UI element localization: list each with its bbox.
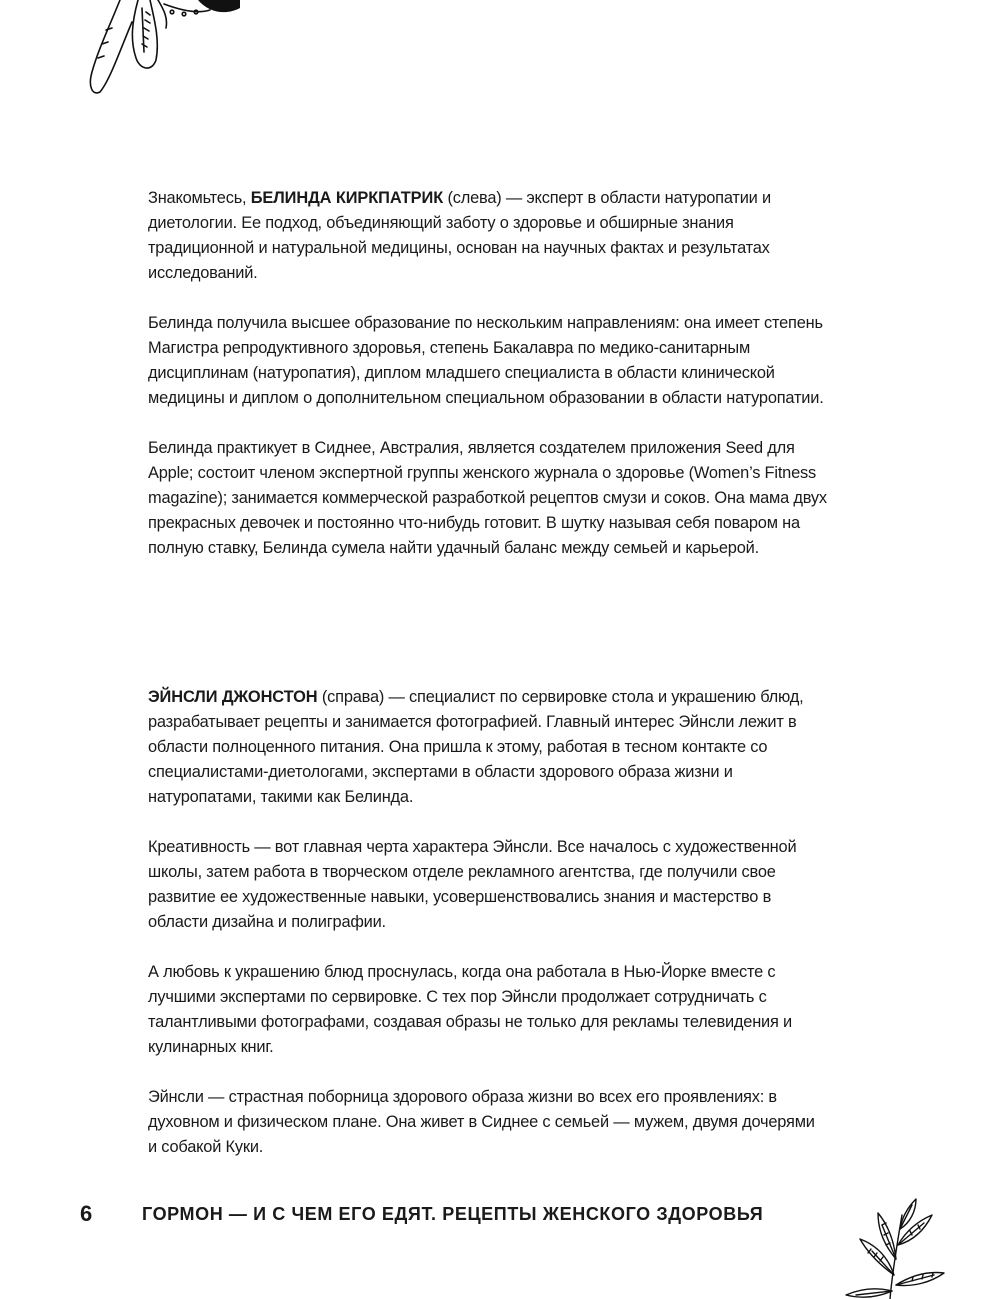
intro-prefix: Знакомьтесь, (148, 189, 251, 207)
belinda-education-paragraph: Белинда получила высшее образование по нескольким направлениям: она имеет степень Магистра репродуктивного здоровья, степень Бакалавра по медико-санитарным дисциплинам (натуропатия), диплом младшего специалиста в области клинической медицины и диплом о дополнительном специальном образовании в области натуропатии. (148, 314, 824, 407)
author-name-ainsley: ЭЙНСЛИ ДЖОНСТОН (148, 688, 318, 706)
author-name-belinda: БЕЛИНДА КИРКПАТРИК (250, 189, 444, 207)
page-number: 6 (80, 1201, 93, 1226)
running-title: ГОРМОН — И С ЧЕМ ЕГО ЕДЯТ. РЕЦЕПТЫ ЖЕНСКОГО ЗДОРОВЬЯ (142, 1204, 764, 1224)
belinda-bio (148, 186, 828, 586)
herb-branch-illustration (820, 1195, 970, 1299)
ainsley-lifestyle-paragraph: Эйнсли — страстная поборница здорового образа жизни во всех его проявлениях: в духовном и физическом плане. Она живет в Сиднее с семьей — мужем, двумя дочерями и собакой Куки. (148, 1088, 815, 1156)
intro-text: (слева) — эксперт в области натуропатии и диетологии. Ее подход, объединяющий заботу о здоровье и обширные знания традиционной и натуральной медицины, основан на научных фактах и результатах исследований. (148, 189, 771, 282)
belinda-intro-paragraph (148, 186, 828, 286)
ainsley-creativity-paragraph: Креативность — вот главная черта характера Эйнсли. Все началось с художественной школы, затем работа в творческом отделе рекламного агентства, где получили свое развитие ее художественные навыки, усовершенствовались знания и мастерство в области дизайна и полиграфии. (148, 838, 797, 931)
ainsley-bio (148, 685, 828, 1185)
ainsley-newyork-paragraph: А любовь к украшению блюд проснулась, когда она работала в Нью-Йорке вместе с лучшими экспертами по сервировке. С тех пор Эйнсли продолжает сотрудничать с талантливыми фотографами, создавая образы не только для рекламы телевидения и кулинарных книг. (148, 963, 793, 1056)
intro-text: (справа) — специалист по сервировке стола и украшению блюд, разрабатывает рецепты и занимается фотографией. Главный интерес Эйнсли лежит в области полноценного питания. Она пришла к этому, работая в тесном контакте со специалистами-диетологами, экспертами в области здорового образа жизни и натуропатами, такими как Белинда. (148, 688, 804, 806)
leaf-sprig-illustration (80, 0, 260, 110)
ainsley-intro-paragraph (148, 685, 828, 810)
belinda-practice-paragraph: Белинда практикует в Сиднее, Австралия, является создателем приложения Seed для Apple; состоит членом экспертной группы женского журнала о здоровье (Women’s Fitness magazine); занимается коммерческой разработкой рецептов смузи и соков. Она мама двух прекрасных девочек и постоянно что-нибудь готовит. В шутку называя себя поваром на полную ставку, Белинда сумела найти удачный баланс между семьей и карьерой. (148, 439, 827, 557)
